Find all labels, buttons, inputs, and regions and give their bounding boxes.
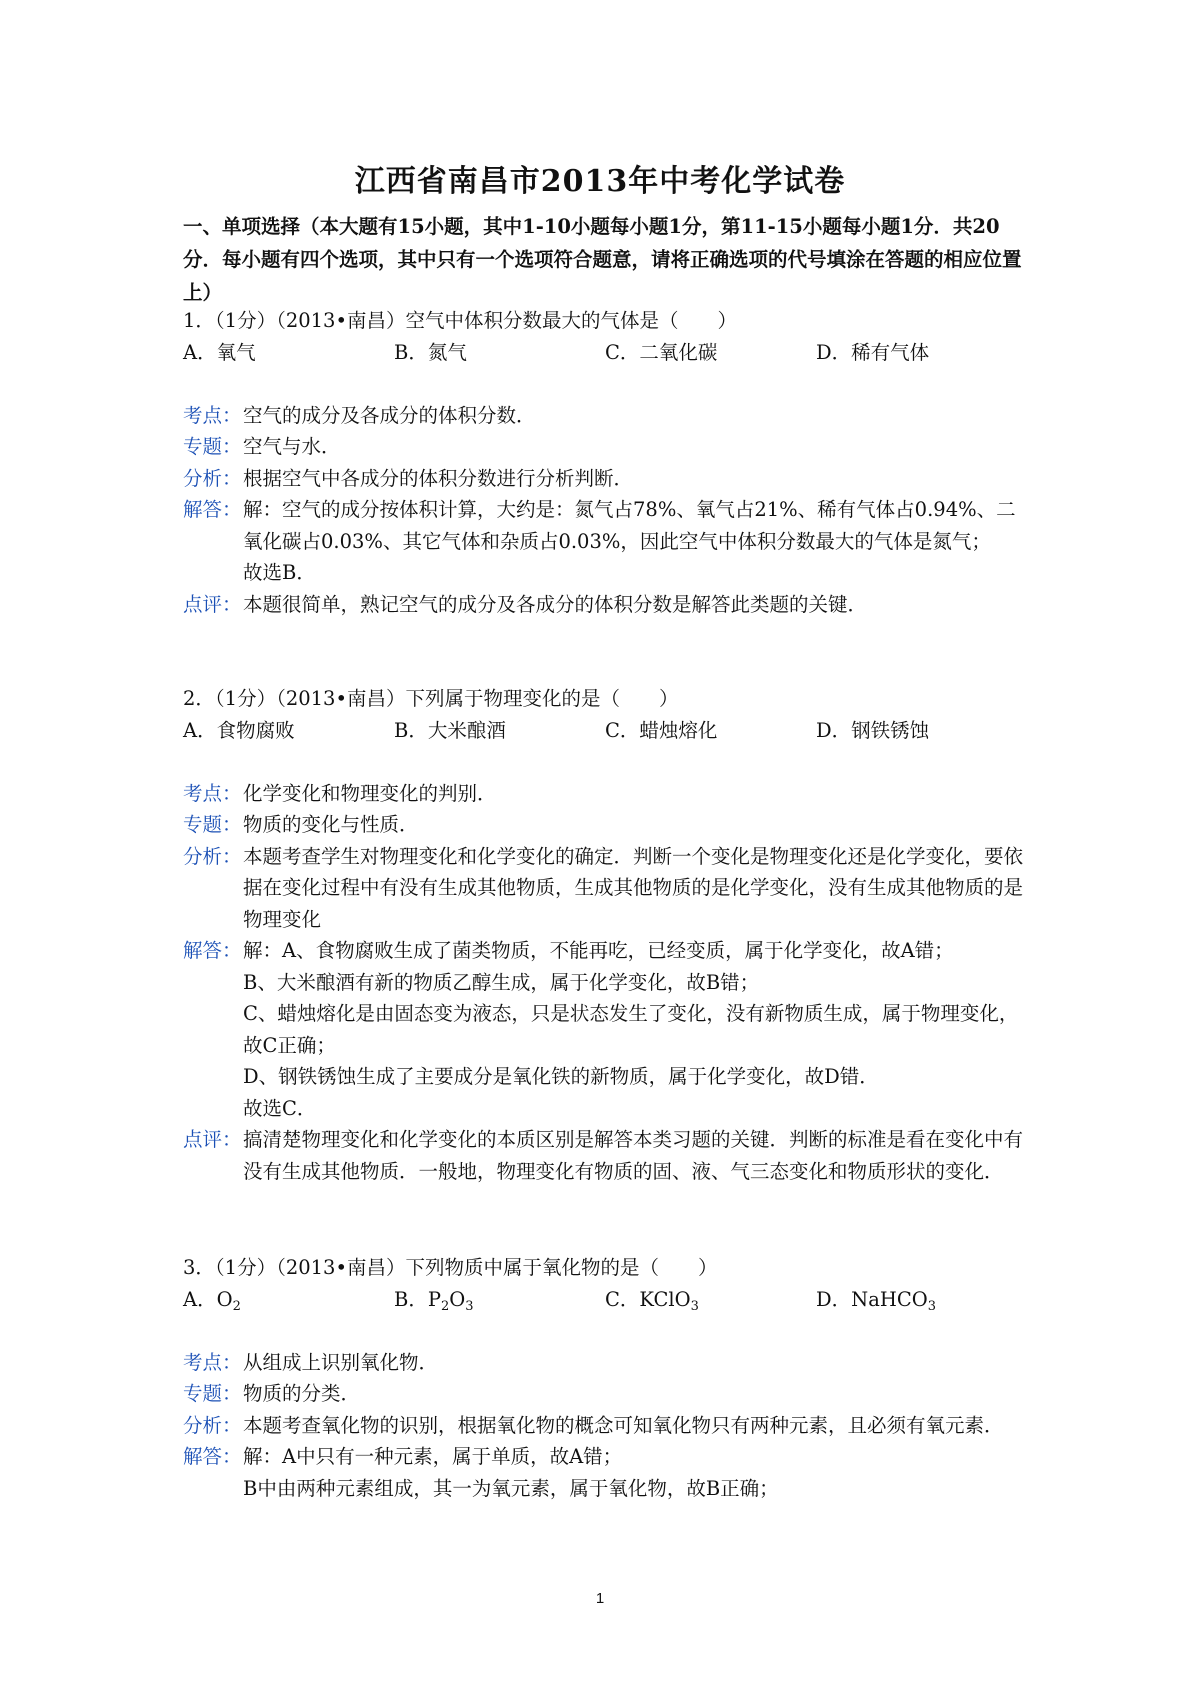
zhuanti-row [183, 809, 1033, 841]
option-c: C．二氧化碳 [605, 340, 718, 364]
question-1 [183, 305, 1033, 620]
kaodian-label: 考点： [183, 403, 242, 427]
zhuanti-text: 物质的变化与性质． [243, 813, 419, 836]
fenxi-label: 分析： [183, 466, 242, 490]
question-2-stem: 2．（1分）（2013•南昌）下列属于物理变化的是（ ） [183, 687, 679, 710]
question-1-options [183, 337, 1033, 369]
kaodian-label: 考点： [183, 781, 242, 805]
jieda-label: 解答： [183, 498, 242, 521]
fenxi-row [183, 841, 1033, 936]
jieda-text: 解：A、食物腐败生成了菌类物质，不能再吃，已经变质，属于化学变化，故A错； [243, 939, 954, 962]
option-d: D．钢铁锈蚀 [816, 718, 930, 742]
jieda-conclusion: 故选B． [243, 561, 316, 584]
zhuanti-text: 物质的分类． [243, 1382, 361, 1405]
option-a: A．氧气 [183, 340, 256, 364]
option-d: D．稀有气体 [816, 340, 930, 364]
kaodian-text: 化学变化和物理变化的判别． [243, 781, 497, 805]
zhuanti-text: 空气与水． [243, 435, 341, 458]
dianping-text: 搞清楚物理变化和化学变化的本质区别是解答本类习题的关键．判断的标准是看在变化中有没有生成其他物质．一般地，物理变化有物质的固、液、气三态变化和物质形状的变化． [243, 1128, 1024, 1183]
option-b: B．大米酿酒 [394, 718, 506, 742]
jieda-label: 解答： [183, 939, 242, 962]
question-3-options [183, 1284, 1033, 1316]
jieda-conclusion: 故选C． [243, 1096, 317, 1120]
question-3 [183, 1252, 1033, 1504]
fenxi-label: 分析： [183, 1413, 242, 1437]
fenxi-row [183, 1410, 1033, 1442]
option-b: B．氮气 [394, 340, 467, 364]
question-1-stem: 1．（1分）（2013•南昌）空气中体积分数最大的气体是（ ） [183, 309, 737, 332]
fenxi-row [183, 463, 1033, 495]
zhuanti-label: 专题： [183, 435, 242, 458]
jieda-text: 解：A中只有一种元素，属于单质，故A错； [243, 1445, 623, 1468]
question-2 [183, 683, 1033, 1187]
fenxi-text: 本题考查氧化物的识别，根据氧化物的概念可知氧化物只有两种元素，且必须有氧元素． [243, 1413, 1004, 1437]
jieda-line-b: B中由两种元素组成，其一为氧元素，属于氧化物，故B正确； [243, 1476, 779, 1500]
jieda-row [183, 1441, 1033, 1473]
jieda-label: 解答： [183, 1445, 242, 1468]
question-2-options [183, 715, 1033, 747]
dianping-label: 点评： [183, 1128, 242, 1151]
jieda-row [183, 935, 1033, 967]
page-number: 1 [595, 1590, 605, 1607]
fenxi-label: 分析： [183, 844, 242, 868]
exam-title: 江西省南昌市2013年中考化学试卷 [354, 164, 846, 199]
question-3-stem: 3．（1分）（2013•南昌）下列物质中属于氧化物的是（ ） [183, 1256, 718, 1279]
jieda-line-b: B、大米酿酒有新的物质乙醇生成，属于化学变化，故B错； [243, 970, 760, 994]
jieda-line-c: C、蜡烛熔化是由固态变为液态，只是状态发生了变化，没有新物质生成，属于物理变化，故C正确； [243, 1002, 1019, 1057]
dianping-text: 本题很简单，熟记空气的成分及各成分的体积分数是解答此类题的关键． [243, 592, 868, 616]
kaodian-label: 考点： [183, 1350, 242, 1374]
section-heading: 一、单项选择（本大题有15小题，其中1-10小题每小题1分，第11-15小题每小题1分．共20分．每小题有四个选项，其中只有一个选项符合题意，请将正确选项的代号填涂在答题的相应位置上） [183, 215, 1022, 304]
kaodian-text: 从组成上识别氧化物． [243, 1350, 439, 1374]
kaodian-row [183, 1347, 1033, 1379]
jieda-text: 解：空气的成分按体积计算，大约是：氮气占78%、氧气占21%、稀有气体占0.94%、二氧化碳占0.03%、其它气体和杂质占0.03%，因此空气中体积分数最大的气体是氮气； [243, 498, 1016, 553]
dianping-label: 点评： [183, 592, 242, 616]
option-c: C．KClO$_3$ [605, 1287, 699, 1314]
dianping-row [183, 1124, 1033, 1187]
kaodian-row [183, 778, 1033, 810]
option-a: A．$O_2$ [183, 1287, 241, 1314]
zhuanti-label: 专题： [183, 1382, 242, 1405]
fenxi-text: 本题考查学生对物理变化和化学变化的确定．判断一个变化是物理变化还是化学变化，要依据在变化过程中有没有生成其他物质，生成其他物质的是化学变化，没有生成其他物质的是物理变化 [243, 844, 1024, 931]
kaodian-row [183, 400, 1033, 432]
zhuanti-label: 专题： [183, 813, 242, 836]
kaodian-text: 空气的成分及各成分的体积分数． [243, 403, 536, 427]
dianping-row [183, 589, 1033, 621]
option-d: D．NaHCO$_3$ [816, 1287, 937, 1314]
option-b: B．$P_2O_3$ [394, 1287, 474, 1314]
option-c: C．蜡烛熔化 [605, 718, 718, 742]
zhuanti-row [183, 431, 1033, 463]
jieda-line-d: D、钢铁锈蚀生成了主要成分是氧化铁的新物质，属于化学变化，故D错． [243, 1065, 879, 1088]
option-a: A．食物腐败 [183, 718, 295, 742]
zhuanti-row [183, 1378, 1033, 1410]
fenxi-text: 根据空气中各成分的体积分数进行分析判断． [243, 466, 634, 490]
jieda-row [183, 494, 1033, 557]
